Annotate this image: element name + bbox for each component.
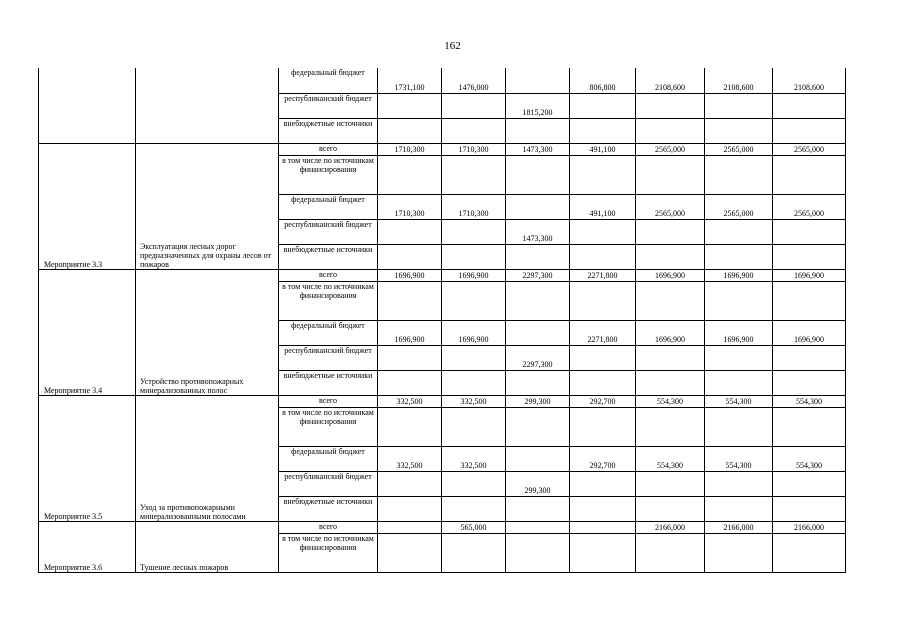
value-cell [636,244,705,269]
value-cell [570,281,636,320]
table-row [39,68,846,93]
value-cell: 1710,300 [378,194,442,219]
value-cell [506,496,570,521]
value-cell: 2108,600 [636,68,705,93]
activity-name: Устройство противопожарных минерализованных полос [136,269,279,395]
source-label: в том числе по источникам финансирования [279,407,378,446]
value-cell [570,533,636,572]
value-cell [570,370,636,395]
value-cell [442,533,506,572]
source-label: всего [279,521,378,533]
value-cell: 491,100 [570,194,636,219]
value-cell: 1696,900 [442,320,506,345]
value-cell: 1696,900 [773,269,846,281]
source-label: всего [279,269,378,281]
value-cell [442,496,506,521]
source-label: республиканский бюджет [279,345,378,370]
value-cell [506,118,570,143]
value-cell: 2271,800 [570,269,636,281]
value-cell [636,370,705,395]
value-cell: 2271,800 [570,320,636,345]
value-cell [705,118,773,143]
value-cell [636,155,705,194]
value-cell [705,244,773,269]
value-cell [705,155,773,194]
value-cell: 554,300 [773,395,846,407]
value-cell [506,155,570,194]
value-cell [378,244,442,269]
value-cell [506,446,570,471]
value-cell: 299,300 [506,471,570,496]
value-cell [636,345,705,370]
source-label: внебюджетные источники [279,496,378,521]
value-cell [773,496,846,521]
source-label: республиканский бюджет [279,219,378,244]
value-cell [378,407,442,446]
value-cell: 2565,000 [705,194,773,219]
value-cell: 1696,900 [636,269,705,281]
table-row [39,143,846,155]
value-cell [442,471,506,496]
table-body [39,68,846,572]
activity-number: Мероприятие 3.3 [39,143,136,269]
page-number: 162 [444,40,461,52]
value-cell: 299,300 [506,395,570,407]
table-row [39,395,846,407]
value-cell [506,407,570,446]
value-cell: 1710,300 [442,143,506,155]
value-cell [506,194,570,219]
value-cell [378,219,442,244]
value-cell [378,370,442,395]
activity-number: Мероприятие 3.4 [39,269,136,395]
activity-name: Уход за противопожарными минерализованными полосами [136,395,279,521]
value-cell: 1696,900 [705,320,773,345]
value-cell: 2565,000 [636,143,705,155]
value-cell [378,521,442,533]
value-cell: 2108,600 [773,68,846,93]
value-cell: 554,300 [773,446,846,471]
activity-number: Мероприятие 3.5 [39,395,136,521]
value-cell [773,281,846,320]
value-cell: 1473,300 [506,219,570,244]
source-label: федеральный бюджет [279,446,378,471]
value-cell: 2565,000 [773,143,846,155]
value-cell [705,93,773,118]
value-cell [636,496,705,521]
value-cell: 1473,300 [506,143,570,155]
value-cell [773,345,846,370]
source-label: федеральный бюджет [279,194,378,219]
value-cell [773,155,846,194]
source-label: внебюджетные источники [279,370,378,395]
value-cell [636,93,705,118]
source-label: федеральный бюджет [279,320,378,345]
value-cell [570,345,636,370]
value-cell: 332,500 [442,446,506,471]
value-cell [442,118,506,143]
source-label: внебюджетные источники [279,244,378,269]
value-cell: 2565,000 [705,143,773,155]
source-label: в том числе по источникам финансирования [279,281,378,320]
value-cell: 554,300 [636,395,705,407]
value-cell: 2166,000 [705,521,773,533]
value-cell: 332,500 [378,446,442,471]
table-row [39,521,846,533]
source-label: всего [279,143,378,155]
value-cell [378,118,442,143]
value-cell: 332,500 [442,395,506,407]
activity-cell [39,68,136,143]
value-cell [570,155,636,194]
value-cell [442,407,506,446]
financing-table [38,68,846,573]
value-cell: 1476,000 [442,68,506,93]
value-cell: 292,700 [570,395,636,407]
value-cell [442,219,506,244]
value-cell [705,471,773,496]
value-cell [705,370,773,395]
value-cell [506,68,570,93]
value-cell: 1696,900 [378,320,442,345]
value-cell [636,471,705,496]
value-cell [442,155,506,194]
value-cell: 1696,900 [773,320,846,345]
value-cell [570,471,636,496]
source-label: в том числе по источникам финансирования [279,533,378,572]
value-cell [570,118,636,143]
source-label: в том числе по источникам финансирования [279,155,378,194]
value-cell [506,370,570,395]
value-cell [705,345,773,370]
value-cell [636,219,705,244]
value-cell [442,244,506,269]
value-cell: 554,300 [636,446,705,471]
value-cell: 1696,900 [636,320,705,345]
value-cell: 2166,000 [636,521,705,533]
value-cell [636,407,705,446]
value-cell [570,244,636,269]
value-cell [378,93,442,118]
table-row [39,269,846,281]
source-label: федеральный бюджет [279,68,378,93]
value-cell: 2297,300 [506,269,570,281]
value-cell [506,281,570,320]
value-cell [773,244,846,269]
value-cell: 292,700 [570,446,636,471]
value-cell [442,345,506,370]
value-cell [378,471,442,496]
value-cell: 2166,000 [773,521,846,533]
source-label: внебюджетные источники [279,118,378,143]
value-cell [378,533,442,572]
value-cell: 1731,100 [378,68,442,93]
value-cell: 1696,900 [378,269,442,281]
value-cell [570,407,636,446]
source-label: республиканский бюджет [279,93,378,118]
activity-name: Эксплуатация лесных дорог предназначенных для охраны лесов от пожаров [136,143,279,269]
value-cell: 1696,900 [442,269,506,281]
value-cell [570,521,636,533]
value-cell [442,281,506,320]
value-cell [378,496,442,521]
value-cell [773,471,846,496]
value-cell [442,93,506,118]
value-cell: 1696,900 [705,269,773,281]
value-cell [773,219,846,244]
value-cell [506,244,570,269]
value-cell [705,407,773,446]
value-cell [636,281,705,320]
value-cell: 2108,600 [705,68,773,93]
activity-name-cell [136,68,279,143]
value-cell [773,533,846,572]
value-cell [570,219,636,244]
source-label: всего [279,395,378,407]
value-cell [506,521,570,533]
value-cell: 554,300 [705,395,773,407]
value-cell [570,496,636,521]
value-cell: 332,500 [378,395,442,407]
value-cell: 2565,000 [773,194,846,219]
activity-number: Мероприятие 3.6 [39,521,136,572]
value-cell [773,370,846,395]
value-cell [378,155,442,194]
value-cell: 806,800 [570,68,636,93]
value-cell [506,533,570,572]
value-cell: 554,300 [705,446,773,471]
activity-name: Тушение лесных пожаров [136,521,279,572]
value-cell: 565,000 [442,521,506,533]
value-cell: 1710,300 [442,194,506,219]
value-cell [636,533,705,572]
value-cell [378,281,442,320]
value-cell [705,496,773,521]
value-cell: 491,100 [570,143,636,155]
source-label: республиканский бюджет [279,471,378,496]
value-cell: 1710,300 [378,143,442,155]
value-cell: 1815,200 [506,93,570,118]
value-cell [705,219,773,244]
value-cell: 2297,300 [506,345,570,370]
value-cell [773,93,846,118]
value-cell [705,533,773,572]
value-cell [570,93,636,118]
value-cell [378,345,442,370]
value-cell [773,118,846,143]
value-cell [773,407,846,446]
value-cell [442,370,506,395]
value-cell [636,118,705,143]
value-cell: 2565,000 [636,194,705,219]
value-cell [506,320,570,345]
value-cell [705,281,773,320]
